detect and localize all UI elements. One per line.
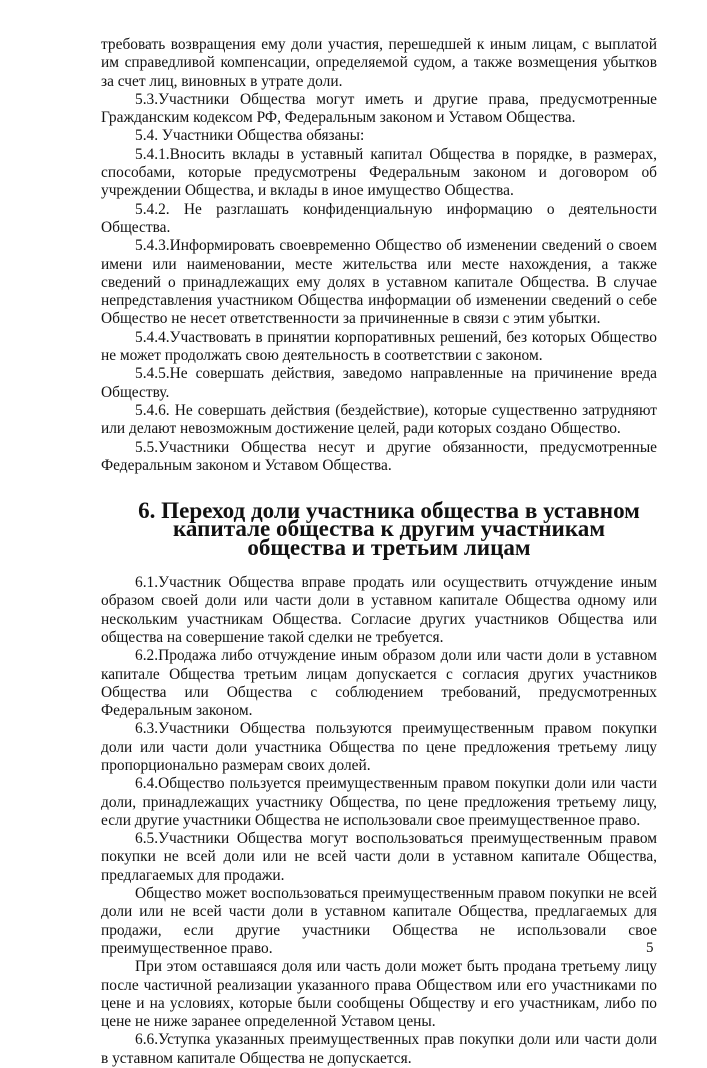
paragraph-5-4-1: 5.4.1.Вносить вклады в уставный капитал Общества в порядке, в размерах, способами, которые предусмотрены Федеральным законом и договором об учреждении Общества, и вклады в иное имущество Общества.: [101, 145, 657, 200]
paragraph-6-2: 6.2.Продажа либо отчуждение иным образом доли или части доли в уставном капитале Общества третьим лицам допускается с согласия других участников Общества или Общества с соблюдением требований, предусмотренных Федеральным законом.: [101, 647, 657, 720]
paragraph-5-4: 5.4. Участники Общества обязаны:: [135, 127, 365, 145]
page-number: 5: [646, 940, 654, 956]
paragraph-6-5-remainder: При этом оставшаяся доля или часть доли может быть продана третьему лицу после частичной реализации указанного права Обществом или его участниками по цене и на условиях, которые были сообщены Обществу и его участникам, либо по цене не ниже заранее определенной Уставом цены.: [101, 958, 657, 1031]
paragraph-5-5: 5.5.Участники Общества несут и другие обязанности, предусмотренные Федеральным законом и Уставом Общества.: [101, 438, 657, 474]
paragraph-6-1: 6.1.Участник Общества вправе продать или осуществить отчуждение иным образом своей доли или части доли в уставном капитале Общества одному или нескольким участникам Общества. Согласие других участников Общества или общества на совершение такой сделки не требуется.: [101, 574, 657, 646]
paragraph-5-4-4: 5.4.4.Участвовать в принятии корпоративных решений, без которых Общество не может продолжать свою деятельность в соответствии с законом.: [101, 328, 657, 365]
paragraph-5-4-3: 5.4.3.Информировать своевременно Общество об изменении сведений о своем имени или наименовании, месте жительства или месте нахождения, а также сведений о принадлежащих ему долях в уставном капитале Общества. В случае непредставления участником Общества информации об изменении сведений о себе Общество не несет ответственности за причиненные в связи с этим убытки.: [101, 237, 657, 328]
paragraph-5-4-5: 5.4.5.Не совершать действия, заведомо направленные на причинение вреда Обществу.: [101, 365, 657, 401]
document-page: [101, 36, 657, 1068]
section-6-heading: 6. Переход доли участника общества в уставном капитале общества к другим участникам общества и третьим лицам: [138, 497, 640, 560]
paragraph-6-3: 6.3.Участники Общества пользуются преимущественным правом покупки доли или части доли участника Общества по цене предложения третьему лицу пропорционально размерам своих долей.: [101, 720, 657, 774]
paragraph-6-5: 6.5.Участники Общества могут воспользоваться преимущественным правом покупки не всей доли или не всей части доли в уставном капитале Общества, предлагаемых для продажи.: [101, 830, 657, 884]
paragraph-5-4-6: 5.4.6. Не совершать действия (бездействие), которые существенно затрудняют или делают невозможным достижение целей, ради которых создано Общество.: [101, 401, 657, 438]
paragraph-5-4-2: 5.4.2. Не разглашать конфиденциальную информацию о деятельности Общества.: [101, 200, 657, 236]
paragraph-5-3: 5.3.Участники Общества могут иметь и другие права, предусмотренные Гражданским кодексом РФ, Федеральным законом и Уставом Общества.: [101, 90, 657, 127]
paragraph-6-4: 6.4.Общество пользуется преимущественным правом покупки доли или части доли, принадлежащих участнику Общества, по цене предложения третьему лицу, если другие участники Общества не использовали свое преимущественное право.: [101, 775, 657, 829]
paragraph-6-5-company: Общество может воспользоваться преимущественным правом покупки не всей доли или не всей части доли в уставном капитале Общества, предлагаемых для продажи, если другие участники Общества не использовали свое преимущественное право.: [101, 885, 657, 957]
paragraph-6-6: 6.6.Уступка указанных преимущественных прав покупки доли или части доли в уставном капитале Общества не допускается.: [101, 1031, 657, 1067]
paragraph-5-2-continued: требовать возвращения ему доли участия, перешедшей к иным лицам, с выплатой им справедливой компенсации, определяемой судом, а также возмещения убытков за счет лиц, виновных в утрате доли.: [101, 36, 657, 90]
